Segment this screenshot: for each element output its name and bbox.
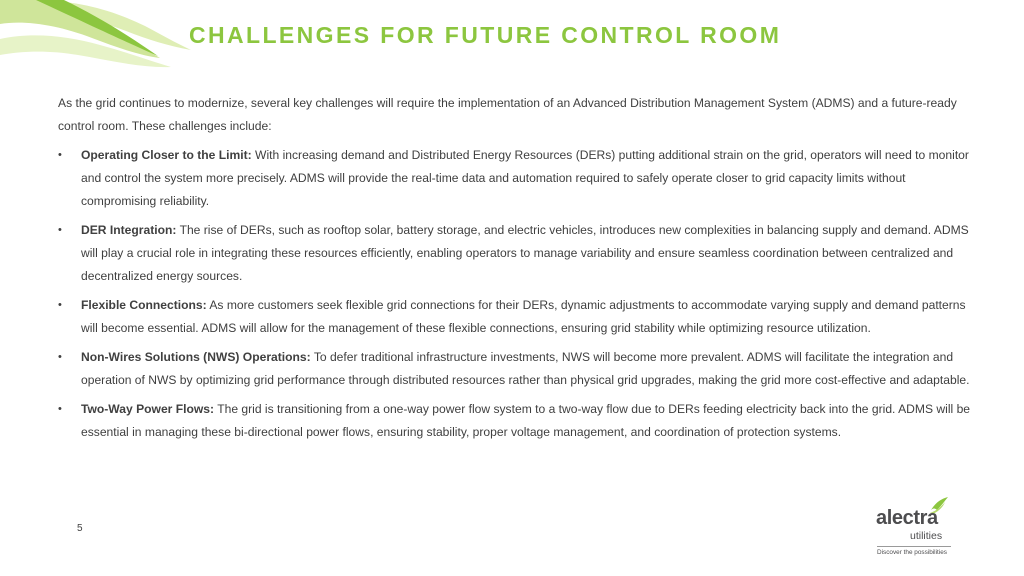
challenge-description: To defer traditional infrastructure investments, NWS will become more prevalent. ADMS will facilitate the integration and operation of NWS by optimizing grid performance through distributed resources rather than physical grid upgrades, making the grid more cost-effective and adaptable. (81, 350, 970, 387)
bullet-dot-icon: • (58, 403, 62, 415)
challenge-heading: DER Integration: (81, 223, 177, 237)
challenge-description: With increasing demand and Distributed Energy Resources (DERs) putting additional strain on the grid, operators will need to monitor and control the system more precisely. ADMS will provide the real-time data and automation required to safely operate closer to grid capacity limits without compromising reliability. (81, 148, 969, 208)
challenge-heading: Flexible Connections: (81, 298, 207, 312)
bullet-dot-icon: • (58, 224, 62, 236)
challenge-description: As more customers seek flexible grid connections for their DERs, dynamic adjustments to accommodate varying supply and demand patterns will become essential. ADMS will allow for the management of these flexible connections, ensuring grid stability while optimizing resource utilization. (81, 298, 966, 335)
challenge-item-flexible-connections (58, 294, 978, 340)
challenge-description: The grid is transitioning from a one-way power flow system to a two-way flow due to DERs feeding electricity back into the grid. ADMS will be essential in managing these bi-directional power flows, ensuring stability, proper voltage management, and coordination of protection systems. (81, 402, 971, 439)
challenge-item-non-wires-solutions (58, 346, 978, 392)
challenge-item-der-integration (58, 219, 978, 288)
challenge-heading: Two-Way Power Flows: (81, 402, 215, 416)
page-title: CHALLENGES FOR FUTURE CONTROL ROOM (189, 22, 782, 48)
intro-paragraph: As the grid continues to modernize, several key challenges will require the implementation of an Advanced Distribution Management System (ADMS) and a future-ready control room. These challenges include: (58, 96, 957, 133)
challenge-heading: Operating Closer to the Limit: (81, 148, 252, 162)
slide-content (58, 92, 978, 450)
challenge-item-operating-limit (58, 144, 978, 213)
challenge-heading: Non-Wires Solutions (NWS) Operations: (81, 350, 311, 364)
challenge-description: The rise of DERs, such as rooftop solar, battery storage, and electric vehicles, introduces new complexities in balancing supply and demand. ADMS will play a crucial role in integrating these resources efficiently, enabling operators to manage variability and ensure seamless coordination between centralized and decentralized energy sources. (81, 223, 969, 283)
alectra-utilities-logo (874, 494, 954, 560)
challenge-item-two-way-power-flows (58, 398, 978, 444)
bullet-dot-icon: • (58, 299, 62, 311)
logo-divider (877, 546, 951, 547)
logo-tagline: Discover the possibilities (877, 549, 947, 556)
logo-subtitle: utilities (910, 530, 943, 542)
logo-wordmark: alectra (876, 507, 938, 529)
challenge-list (58, 144, 978, 444)
bullet-dot-icon: • (58, 149, 62, 161)
bullet-dot-icon: • (58, 351, 62, 363)
decorative-ribbon-icon (0, 0, 220, 80)
page-number: 5 (77, 523, 83, 534)
